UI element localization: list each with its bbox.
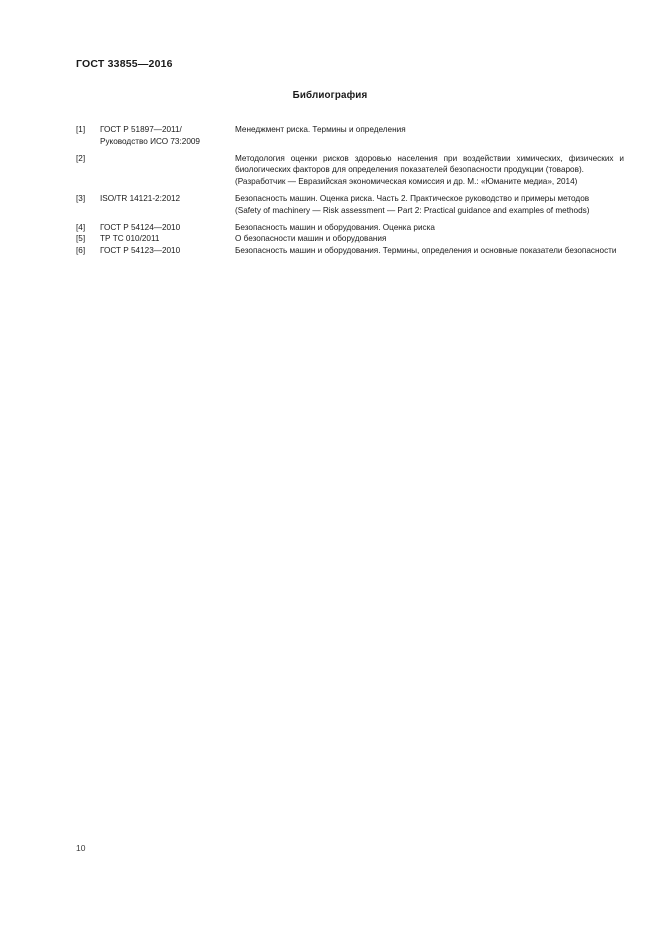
entry-description: [235, 153, 624, 188]
entry-reference-code: [100, 233, 235, 245]
entry-marker: [6]: [76, 245, 86, 255]
bibliography-entry: [76, 222, 624, 234]
entry-marker: [4]: [76, 222, 86, 232]
entry-description-paragraph: Менеджмент риска. Термины и определения: [235, 125, 406, 134]
entry-description-paragraph: Методология оценки рисков здоровью населения при воздействии химических, физических и биологических факторов для определения показателей безопасности продукции (товаров).: [235, 153, 624, 175]
entry-reference-code-line: ГОСТ Р 54123—2010: [100, 245, 181, 255]
entry-description-paragraph: (Safety of machinery — Risk assessment — Part 2: Practical guidance and examples of methods): [235, 205, 590, 215]
entry-description: [235, 245, 624, 257]
bibliography-entry: [76, 193, 624, 216]
entry-description: [235, 222, 624, 234]
bibliography-entry: [76, 153, 624, 188]
entry-reference-code-line: ГОСТ Р 51897—2011/: [100, 125, 182, 134]
entry-reference-code: [100, 124, 235, 147]
entry-reference-code: [100, 193, 235, 205]
entry-description-paragraph: (Разработчик — Евразийская экономическая комиссия и др. М.: «Юманите медиа», 2014): [235, 176, 578, 186]
running-header: ГОСТ 33855—2016: [76, 58, 173, 70]
entry-marker: [2]: [76, 153, 86, 163]
entry-description: [235, 193, 624, 216]
entry-marker: [3]: [76, 193, 86, 203]
entry-description: [235, 233, 624, 245]
page-number: 10: [76, 843, 86, 853]
entry-description: [235, 124, 624, 136]
entry-description-paragraph: Безопасность машин и оборудования. Термины, определения и основные показатели безопасности: [235, 245, 617, 255]
entry-marker: [1]: [76, 125, 86, 134]
bibliography-entry: [76, 245, 624, 257]
entry-marker: [5]: [76, 234, 86, 244]
entry-description-paragraph: Безопасность машин. Оценка риска. Часть 2. Практическое руководство и примеры методов: [235, 193, 590, 203]
bibliography-entry: [76, 233, 624, 245]
entry-description-paragraph: О безопасности машин и оборудования: [235, 234, 387, 244]
bibliography-entry: [76, 124, 624, 147]
entry-reference-code-line: Руководство ИСО 73:2009: [100, 136, 200, 146]
entry-reference-code-line: ISO/TR 14121-2:2012: [100, 193, 181, 203]
section-title: Библиография: [292, 90, 368, 101]
entry-reference-code: [100, 222, 235, 234]
entry-reference-code-line: ТР ТС 010/2011: [100, 234, 160, 244]
entry-reference-code-line: ГОСТ Р 54124—2010: [100, 222, 181, 232]
entry-description-paragraph: Безопасность машин и оборудования. Оценка риска: [235, 222, 435, 232]
bibliography-list: [76, 124, 624, 256]
entry-reference-code: [100, 245, 235, 257]
